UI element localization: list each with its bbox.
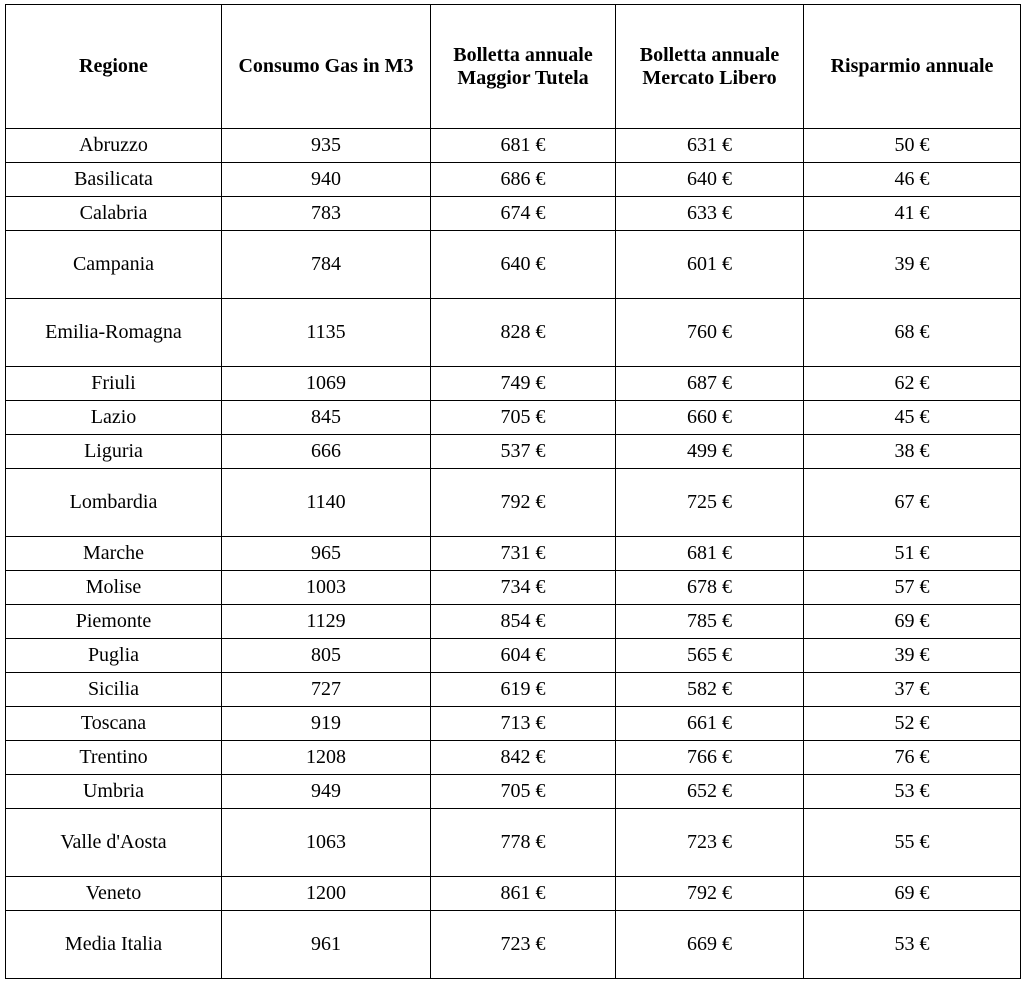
table-body [6, 129, 1021, 979]
cell-consumo: 1208 [222, 741, 431, 775]
cell-maggior-tutela: 731 € [431, 537, 616, 571]
table-row [6, 741, 1021, 775]
cell-consumo: 965 [222, 537, 431, 571]
cell-risparmio: 46 € [804, 163, 1021, 197]
cell-regione: Campania [6, 231, 222, 299]
cell-consumo: 783 [222, 197, 431, 231]
cell-regione: Trentino [6, 741, 222, 775]
cell-regione: Umbria [6, 775, 222, 809]
cell-regione: Marche [6, 537, 222, 571]
cell-consumo: 1140 [222, 469, 431, 537]
cell-risparmio: 62 € [804, 367, 1021, 401]
cell-risparmio: 68 € [804, 299, 1021, 367]
cell-maggior-tutela: 681 € [431, 129, 616, 163]
cell-regione: Sicilia [6, 673, 222, 707]
table-row [6, 639, 1021, 673]
table-row [6, 673, 1021, 707]
table-row [6, 129, 1021, 163]
cell-maggior-tutela: 792 € [431, 469, 616, 537]
cell-consumo: 949 [222, 775, 431, 809]
cell-consumo: 727 [222, 673, 431, 707]
cell-maggior-tutela: 705 € [431, 401, 616, 435]
cell-mercato-libero: 678 € [616, 571, 804, 605]
cell-risparmio: 52 € [804, 707, 1021, 741]
header-row [6, 5, 1021, 129]
cell-maggior-tutela: 828 € [431, 299, 616, 367]
cell-maggior-tutela: 734 € [431, 571, 616, 605]
table-row [6, 401, 1021, 435]
cell-mercato-libero: 760 € [616, 299, 804, 367]
cell-mercato-libero: 631 € [616, 129, 804, 163]
cell-risparmio: 38 € [804, 435, 1021, 469]
header-maggior-tutela: Bolletta annuale Maggior Tutela [431, 5, 616, 129]
table-row [6, 469, 1021, 537]
table-row [6, 877, 1021, 911]
cell-risparmio: 57 € [804, 571, 1021, 605]
cell-consumo: 1003 [222, 571, 431, 605]
table-row [6, 605, 1021, 639]
cell-consumo: 1069 [222, 367, 431, 401]
cell-mercato-libero: 661 € [616, 707, 804, 741]
cell-regione: Valle d'Aosta [6, 809, 222, 877]
cell-mercato-libero: 601 € [616, 231, 804, 299]
cell-regione: Liguria [6, 435, 222, 469]
table-row [6, 231, 1021, 299]
cell-maggior-tutela: 604 € [431, 639, 616, 673]
cell-maggior-tutela: 861 € [431, 877, 616, 911]
cell-risparmio: 39 € [804, 639, 1021, 673]
cell-consumo: 919 [222, 707, 431, 741]
table-row [6, 163, 1021, 197]
cell-regione: Calabria [6, 197, 222, 231]
cell-risparmio: 76 € [804, 741, 1021, 775]
cell-consumo: 1129 [222, 605, 431, 639]
cell-mercato-libero: 669 € [616, 911, 804, 979]
cell-regione: Friuli [6, 367, 222, 401]
cell-mercato-libero: 633 € [616, 197, 804, 231]
cell-mercato-libero: 652 € [616, 775, 804, 809]
table-row [6, 571, 1021, 605]
cell-risparmio: 51 € [804, 537, 1021, 571]
cell-maggior-tutela: 619 € [431, 673, 616, 707]
cell-mercato-libero: 725 € [616, 469, 804, 537]
cell-mercato-libero: 723 € [616, 809, 804, 877]
cell-mercato-libero: 766 € [616, 741, 804, 775]
cell-consumo: 1135 [222, 299, 431, 367]
cell-maggior-tutela: 705 € [431, 775, 616, 809]
cell-regione: Lazio [6, 401, 222, 435]
cell-maggior-tutela: 723 € [431, 911, 616, 979]
cell-consumo: 845 [222, 401, 431, 435]
cell-risparmio: 39 € [804, 231, 1021, 299]
table-row [6, 775, 1021, 809]
cell-risparmio: 41 € [804, 197, 1021, 231]
cell-regione: Piemonte [6, 605, 222, 639]
cell-regione: Abruzzo [6, 129, 222, 163]
cell-regione: Emilia-Romagna [6, 299, 222, 367]
header-mercato-libero: Bolletta annuale Mercato Libero [616, 5, 804, 129]
cell-mercato-libero: 582 € [616, 673, 804, 707]
cell-risparmio: 69 € [804, 605, 1021, 639]
cell-maggior-tutela: 713 € [431, 707, 616, 741]
cell-regione: Lombardia [6, 469, 222, 537]
cell-consumo: 805 [222, 639, 431, 673]
cell-consumo: 666 [222, 435, 431, 469]
cell-risparmio: 37 € [804, 673, 1021, 707]
cell-maggior-tutela: 842 € [431, 741, 616, 775]
cell-regione: Molise [6, 571, 222, 605]
cell-maggior-tutela: 674 € [431, 197, 616, 231]
cell-consumo: 961 [222, 911, 431, 979]
cell-maggior-tutela: 749 € [431, 367, 616, 401]
cell-risparmio: 53 € [804, 911, 1021, 979]
header-consumo: Consumo Gas in M3 [222, 5, 431, 129]
header-risparmio: Risparmio annuale [804, 5, 1021, 129]
cell-consumo: 940 [222, 163, 431, 197]
table-row [6, 809, 1021, 877]
cell-maggior-tutela: 537 € [431, 435, 616, 469]
cell-risparmio: 67 € [804, 469, 1021, 537]
cell-mercato-libero: 660 € [616, 401, 804, 435]
table-row [6, 435, 1021, 469]
cell-mercato-libero: 687 € [616, 367, 804, 401]
cell-risparmio: 69 € [804, 877, 1021, 911]
cell-mercato-libero: 792 € [616, 877, 804, 911]
cell-mercato-libero: 499 € [616, 435, 804, 469]
cell-maggior-tutela: 778 € [431, 809, 616, 877]
table-row [6, 367, 1021, 401]
cell-consumo: 1063 [222, 809, 431, 877]
table-row [6, 537, 1021, 571]
cell-maggior-tutela: 686 € [431, 163, 616, 197]
cell-mercato-libero: 681 € [616, 537, 804, 571]
cell-consumo: 784 [222, 231, 431, 299]
cell-maggior-tutela: 854 € [431, 605, 616, 639]
cell-mercato-libero: 565 € [616, 639, 804, 673]
cell-regione: Toscana [6, 707, 222, 741]
table-row [6, 911, 1021, 979]
cell-consumo: 935 [222, 129, 431, 163]
table-row [6, 299, 1021, 367]
cell-regione: Puglia [6, 639, 222, 673]
cell-risparmio: 50 € [804, 129, 1021, 163]
cell-mercato-libero: 640 € [616, 163, 804, 197]
table-row [6, 197, 1021, 231]
cell-risparmio: 53 € [804, 775, 1021, 809]
table-row [6, 707, 1021, 741]
cell-consumo: 1200 [222, 877, 431, 911]
cell-regione: Veneto [6, 877, 222, 911]
header-regione: Regione [6, 5, 222, 129]
cell-risparmio: 45 € [804, 401, 1021, 435]
cell-risparmio: 55 € [804, 809, 1021, 877]
gas-bill-table [5, 4, 1021, 979]
cell-regione: Basilicata [6, 163, 222, 197]
cell-mercato-libero: 785 € [616, 605, 804, 639]
cell-regione: Media Italia [6, 911, 222, 979]
cell-maggior-tutela: 640 € [431, 231, 616, 299]
